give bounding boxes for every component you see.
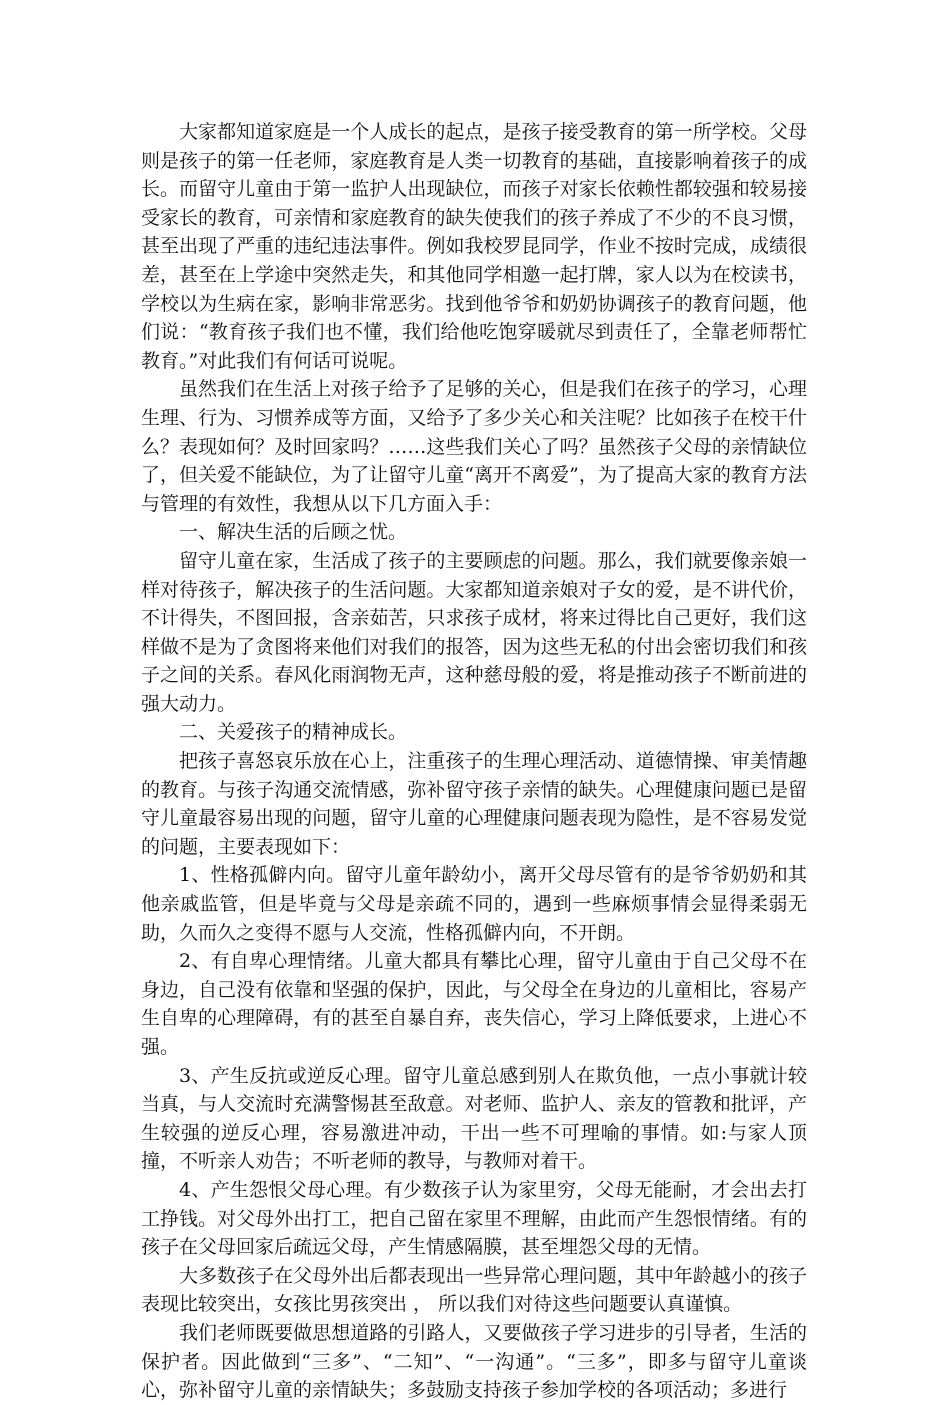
section-heading-1: 一、解决生活的后顾之忧。 — [179, 521, 408, 544]
paragraph-intro: 大家都知道家庭是一个人成长的起点，是孩子接受教育的第一所学校。父母则是孩子的第一任老师，家庭教育是人类一切教育的基础，直接影响着孩子的成长。而留守儿童由于第一监护人出现缺位，而孩子对家长依赖性都较强和较易接受家长的教育，可亲情和家庭教育的缺失使我们的孩子养成了不少的不良习惯，甚至出现了严重的违纪违法事件。例如我校罗昆同学，作业不按时完成，成绩很差，甚至在上学途中突然走失，和其他同学相邀一起打牌，家人以为在校读书，学校以为生病在家，影响非常恶劣。找到他爷爷和奶奶协调孩子的教育问题，他们说：“教育孩子我们也不懂，我们给他吃饱穿暖就尽到责任了，全靠老师帮忙教育。”对此我们有何话可说呢。 — [141, 121, 807, 372]
paragraph-life-care: 留守儿童在家，生活成了孩子的主要顾虑的问题。那么，我们就要像亲娘一样对待孩子，解决孩子的生活问题。大家都知道亲娘对子女的爱，是不讲代价，不计得失，不图回报，含亲茹苦，只求孩子成材，将来过得比自己更好，我们这样做不是为了贪图将来他们对我们的报答，因为这些无私的付出会密切我们和孩子之间的关系。春风化雨润物无声，这种慈母般的爱，将是推动孩子不断前进的强大动力。 — [141, 549, 807, 715]
document-body — [141, 118, 807, 1405]
paragraph-summary: 大多数孩子在父母外出后都表现出一些异常心理问题，其中年龄越小的孩子表现比较突出，女孩比男孩突出 ， 所以我们对待这些问题要认真谨慎。 — [141, 1264, 807, 1316]
paragraph-teacher-role: 我们老师既要做思想道路的引路人，又要做孩子学习进步的引导者，生活的保护者。因此做到“三多”、“二知”、“一沟通”。“三多”，即多与留守儿童谈心，弥补留守儿童的亲情缺失；多鼓励支持孩子参加学校的各项活动；多进行 — [141, 1321, 807, 1402]
list-item-2: 2、有自卑心理情绪。儿童大都具有攀比心理，留守儿童由于自己父母不在身边，自己没有依靠和坚强的保护，因此，与父母全在身边的儿童相比，容易产生自卑的心理障碍，有的甚至自暴自弃，丧失信心，学习上降低要求，上进心不强。 — [141, 950, 807, 1058]
list-item-3: 3、产生反抗或逆反心理。留守儿童总感到别人在欺负他，一点小事就计较当真，与人交流时充满警惕甚至敌意。对老师、监护人、亲友的管教和批评，产生较强的逆反心理，容易激进冲动，干出一些不可理喻的事情。如:与家人顶撞，不听亲人劝告；不听老师的教导，与教师对着干。 — [141, 1064, 807, 1173]
paragraph-care-questions: 虽然我们在生活上对孩子给予了足够的关心，但是我们在孩子的学习，心理生理、行为、习惯养成等方面，又给予了多少关心和关注呢？比如孩子在校干什么？表现如何？及时回家吗？……这些我们关心了吗？虽然孩子父母的亲情缺位了，但关爱不能缺位，为了让留守儿童“离开不离爱”，为了提高大家的教育方法与管理的有效性，我想从以下几方面入手： — [141, 378, 807, 515]
list-item-1: 1、性格孤僻内向。留守儿童年龄幼小，离开父母尽管有的是爷爷奶奶和其他亲戚监管，但是毕竟与父母是亲疏不同的，遇到一些麻烦事情会显得柔弱无助，久而久之变得不愿与人交流，性格孤僻内向，不开朗。 — [141, 864, 807, 944]
section-heading-2: 二、关爱孩子的精神成长。 — [179, 721, 408, 744]
paragraph-spiritual-growth: 把孩子喜怒哀乐放在心上，注重孩子的生理心理活动、道德情操、审美情趣的教育。与孩子沟通交流情感，弥补留守孩子亲情的缺失。心理健康问题已是留守儿童最容易出现的问题，留守儿童的心理健康问题表现为隐性，是不容易发觉的问题，主要表现如下： — [141, 750, 807, 858]
list-item-4: 4、产生怨恨父母心理。有少数孩子认为家里穷，父母无能耐，才会出去打工挣钱。对父母外出打工，把自己留在家里不理解，由此而产生怨恨情绪。有的孩子在父母回家后疏远父母，产生情感隔膜，甚至埋怨父母的无情。 — [141, 1178, 807, 1259]
